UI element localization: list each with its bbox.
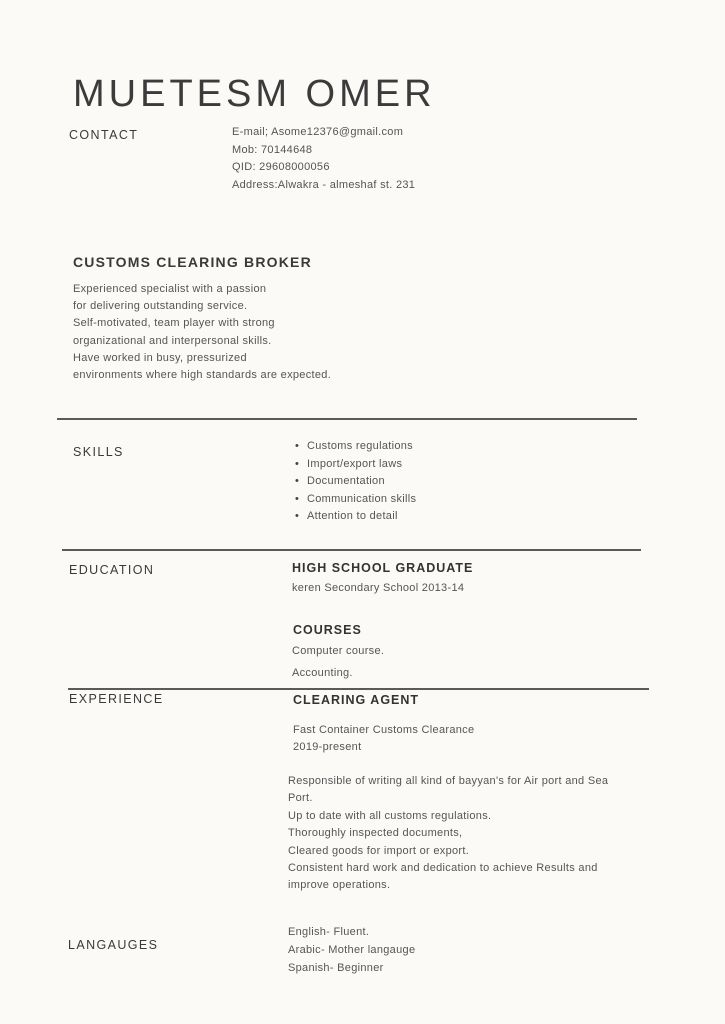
skill-item: • Communication skills xyxy=(295,491,416,509)
language-item: Arabic- Mother langauge xyxy=(288,943,416,956)
experience-description xyxy=(288,773,608,895)
skills-label: SKILLS xyxy=(73,445,124,459)
languages-label: LANGAUGES xyxy=(68,938,159,952)
education-school: keren Secondary School 2013-14 xyxy=(292,582,465,594)
language-item: English- Fluent. xyxy=(288,926,370,938)
course-item: Computer course. xyxy=(292,645,385,657)
experience-line: Responsible of writing all kind of bayyan's for Air port and Sea xyxy=(288,775,609,787)
experience-line: Consistent hard work and dedication to achieve Results and xyxy=(288,862,598,875)
skill-item: • Documentation xyxy=(295,473,416,491)
summary-line: Have worked in busy, pressurized xyxy=(73,351,247,364)
summary-line: environments where high standards are expected. xyxy=(73,369,332,382)
section-divider xyxy=(62,549,641,551)
experience-line: Thoroughly inspected documents, xyxy=(288,827,463,840)
skill-item: • Import/export laws xyxy=(295,456,416,474)
language-item: Spanish- Beginner xyxy=(288,961,384,974)
experience-company: Fast Container Customs Clearance xyxy=(293,724,475,736)
candidate-name: MUETESM OMER xyxy=(73,73,436,115)
courses-title: COURSES xyxy=(293,623,362,637)
experience-line: Up to date with all customs regulations. xyxy=(288,809,492,822)
contact-label: CONTACT xyxy=(69,128,139,142)
education-degree: HIGH SCHOOL GRADUATE xyxy=(292,561,474,575)
experience-period: 2019-present xyxy=(293,741,362,753)
section-divider xyxy=(57,418,637,420)
experience-line: Port. xyxy=(288,792,313,805)
experience-line: improve operations. xyxy=(288,879,391,892)
education-label: EDUCATION xyxy=(69,563,155,577)
contact-address: Address:Alwakra - almeshaf st. 231 xyxy=(232,178,416,191)
summary-line: for delivering outstanding service. xyxy=(73,300,248,313)
contact-mobile: Mob: 70144648 xyxy=(232,143,313,156)
summary-line: organizational and interpersonal skills. xyxy=(73,334,272,347)
skill-item: • Customs regulations xyxy=(295,438,416,456)
skill-item: • Attention to detail xyxy=(295,508,416,526)
summary-line: Self-motivated, team player with strong xyxy=(73,317,275,330)
course-item: Accounting. xyxy=(292,667,353,679)
experience-line: Cleared goods for import or export. xyxy=(288,844,470,857)
profile-title: CUSTOMS CLEARING BROKER xyxy=(73,254,312,270)
contact-qid: QID: 29608000056 xyxy=(232,161,330,173)
summary-line: Experienced specialist with a passion xyxy=(73,283,267,295)
profile-summary xyxy=(73,281,331,384)
experience-role: CLEARING AGENT xyxy=(293,693,420,707)
languages-list xyxy=(288,924,415,977)
contact-details xyxy=(232,124,415,194)
experience-label: EXPERIENCE xyxy=(69,692,164,706)
section-divider xyxy=(68,688,649,690)
contact-email: E-mail; Asome12376@gmail.com xyxy=(232,126,404,138)
skills-list xyxy=(295,438,416,526)
